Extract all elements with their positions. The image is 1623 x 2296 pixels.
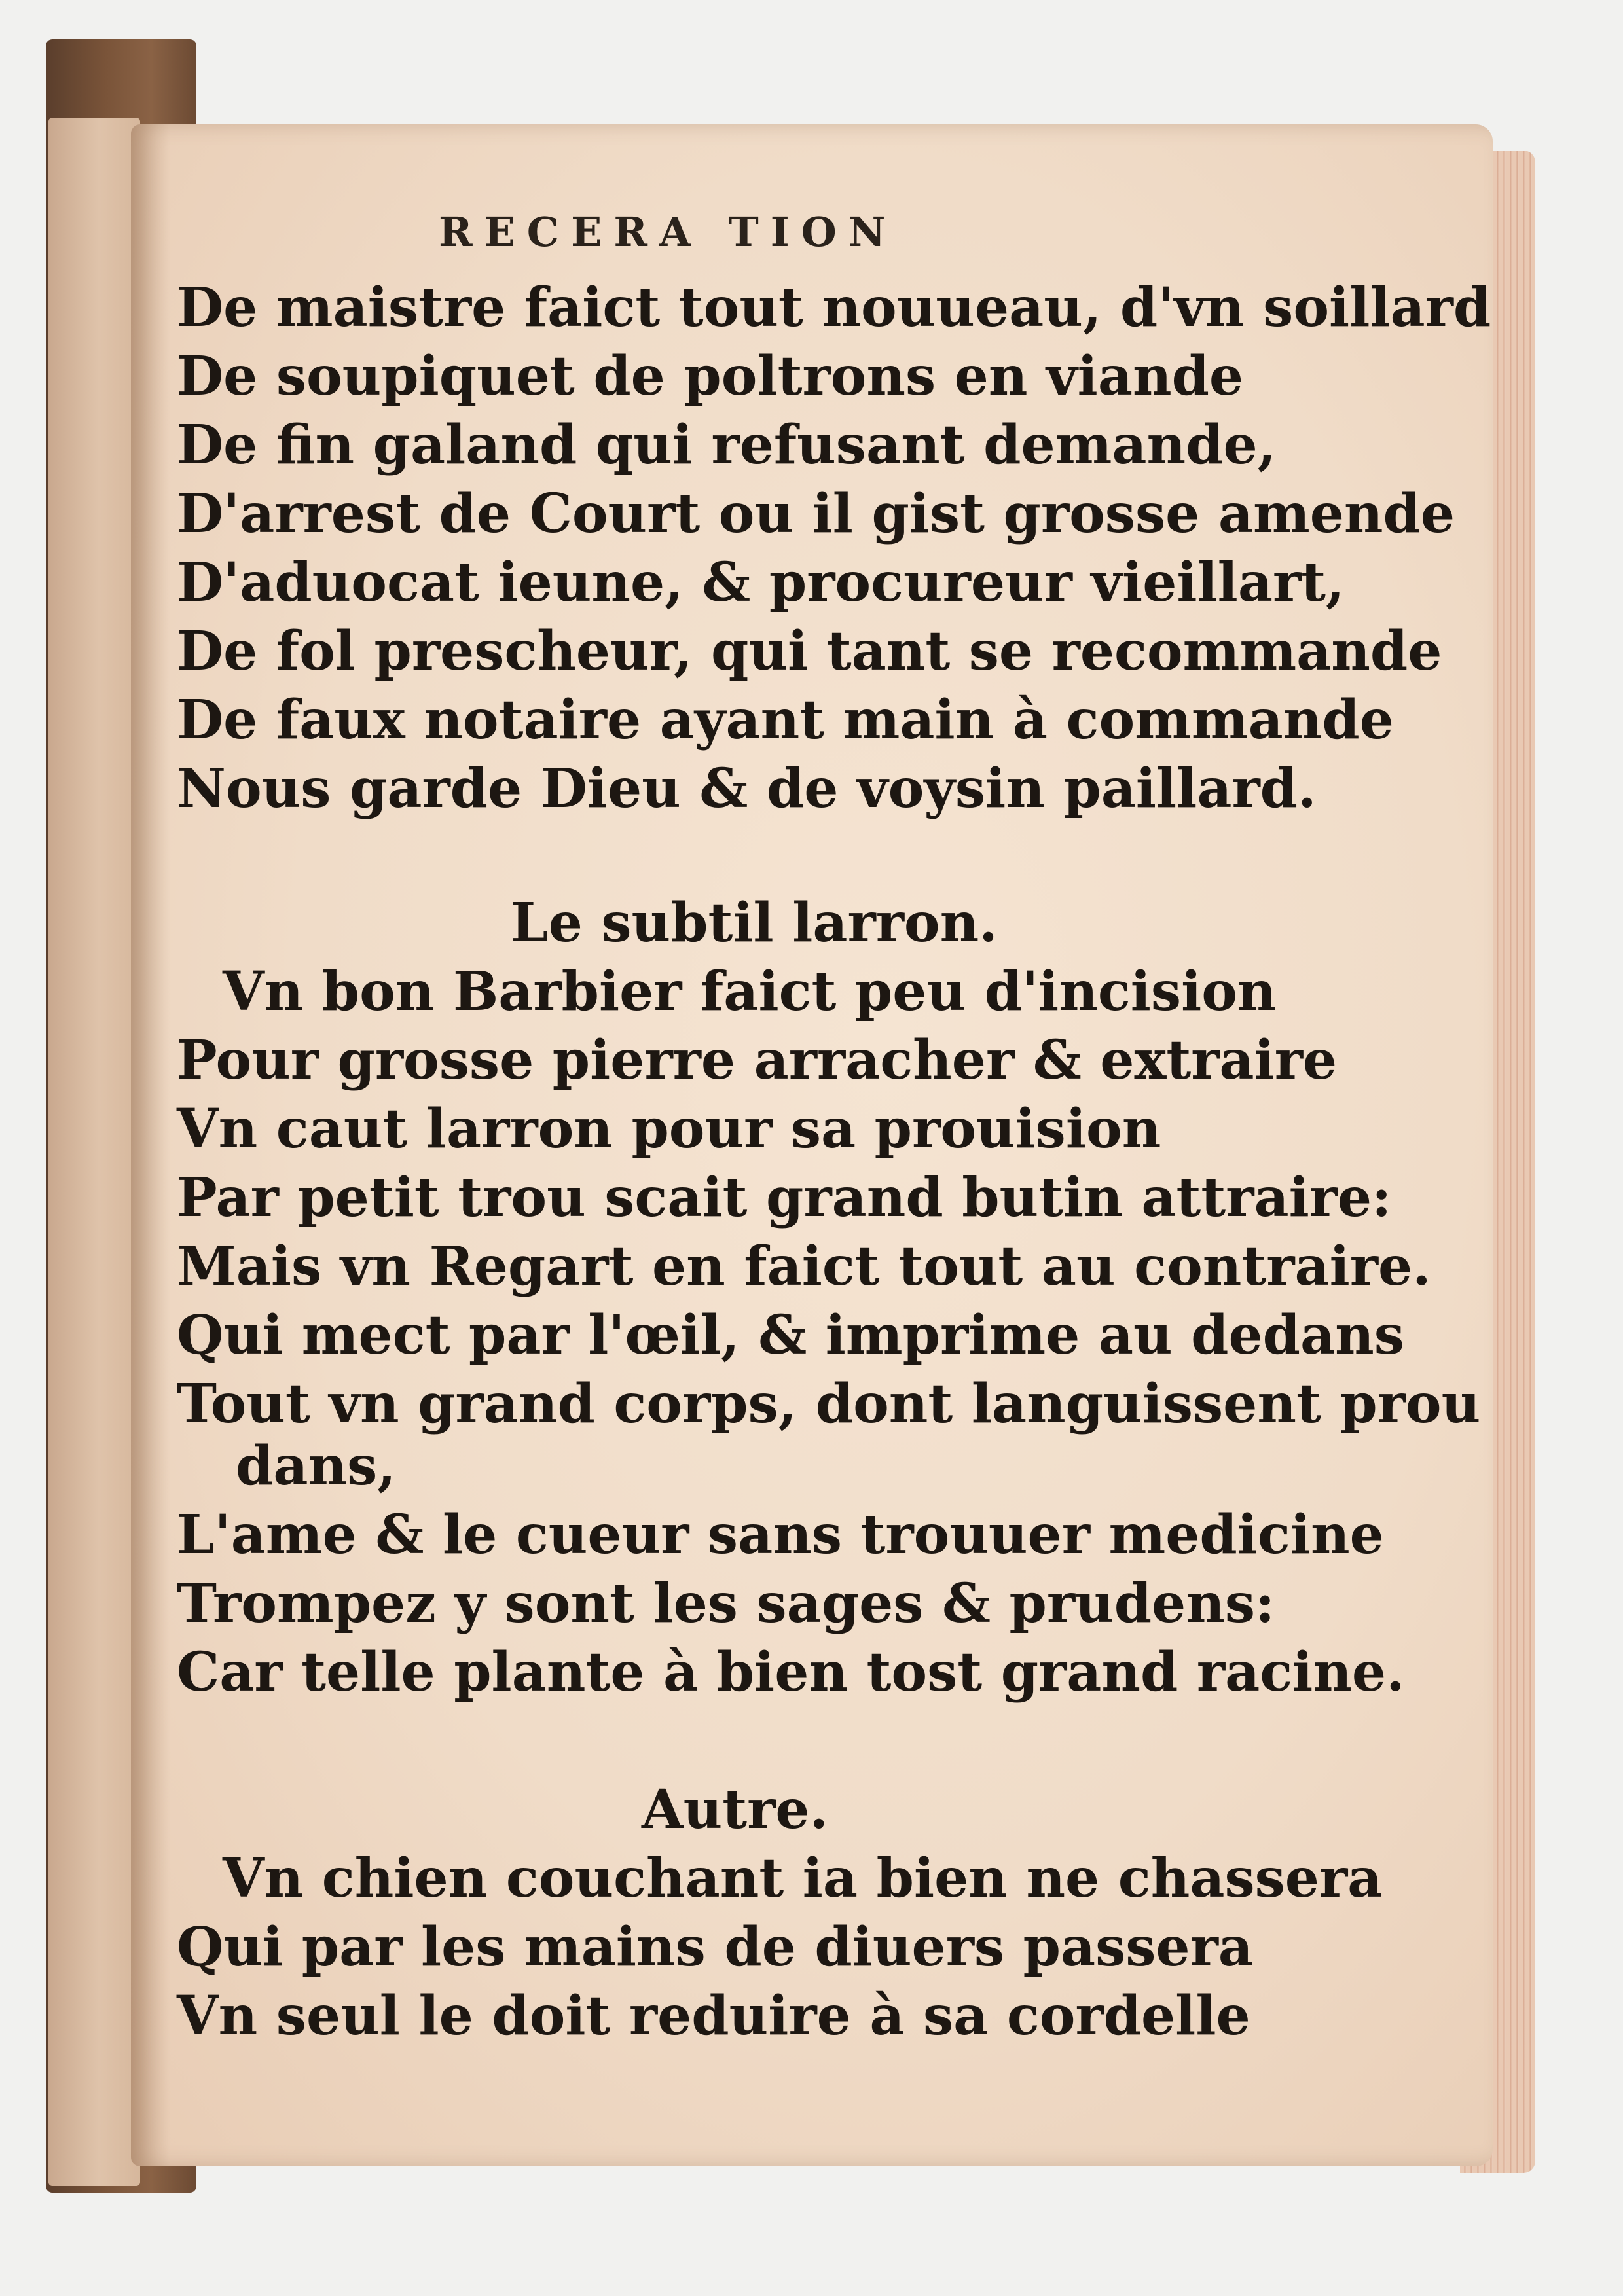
page-gutter-shadow: [131, 124, 170, 2166]
stanza2-line: Par petit trou scait grand butin attraire:: [177, 1166, 1392, 1229]
stanza2-line: L'ame & le cueur sans trouuer medicine: [177, 1503, 1384, 1566]
stanza1-line: D'arrest de Court ou il gist grosse amende: [177, 482, 1455, 545]
section-heading: Autre.: [642, 1778, 829, 1841]
stanza1-line: D'aduocat ieune, & procureur vieillart,: [177, 551, 1345, 614]
binding-leather-edge: [48, 118, 140, 2186]
stanza2-line: Tout vn grand corps, dont languissent prou: [177, 1372, 1481, 1435]
stanza2-line: Vn bon Barbier faict peu d'incision: [223, 960, 1277, 1023]
stanza2-line: dans,: [236, 1435, 396, 1498]
stanza2-line: Car telle plante à bien tost grand racine.: [177, 1641, 1405, 1704]
stanza3-line: Vn chien couchant ia bien ne chassera: [223, 1847, 1383, 1910]
stanza1-line: De fin galand qui refusant demande,: [177, 414, 1277, 476]
stanza1-line: De fol prescheur, qui tant se recommande: [177, 620, 1442, 683]
stanza1-line: De soupiquet de poltrons en viande: [177, 345, 1244, 408]
running-head: RECERA TION: [439, 208, 898, 256]
stanza2-line: Pour grosse pierre arracher & extraire: [177, 1029, 1338, 1092]
stanza3-line: Qui par les mains de diuers passera: [177, 1916, 1253, 1979]
stanza1-line: Nous garde Dieu & de voysin paillard.: [177, 757, 1317, 820]
section-heading: Le subtil larron.: [511, 891, 998, 954]
stanza1-line: De faux notaire ayant main à commande: [177, 689, 1394, 751]
stanza1-line: De maistre faict tout nouueau, d'vn soillard: [177, 276, 1491, 339]
stanza2-line: Trompez y sont les sages & prudens:: [177, 1572, 1275, 1635]
stanza2-line: Mais vn Regart en faict tout au contraire.: [177, 1235, 1431, 1298]
stanza3-line: Vn seul le doit reduire à sa cordelle: [177, 1984, 1250, 2047]
stanza2-line: Vn caut larron pour sa prouision: [177, 1098, 1161, 1160]
stanza2-line: Qui mect par l'œil, & imprime au dedans: [177, 1304, 1404, 1367]
